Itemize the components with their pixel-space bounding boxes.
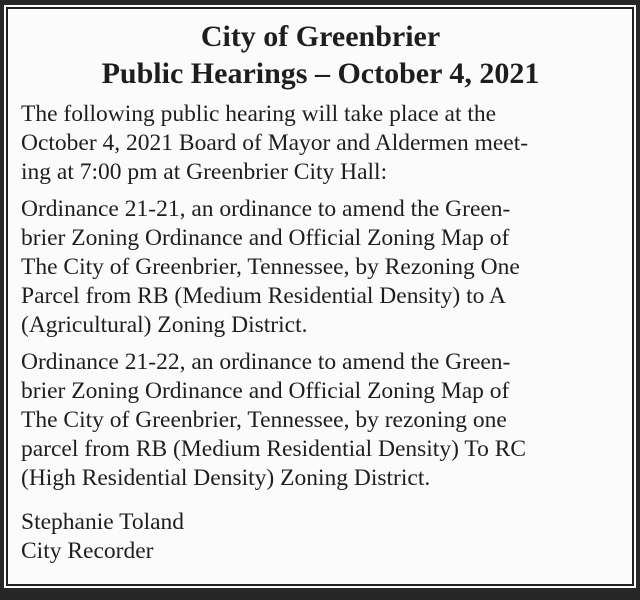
text-line: Parcel from RB (Medium Residential Density) to A [21,283,506,309]
text-line: Ordinance 21-21, an ordinance to amend the Green- [21,196,511,222]
text-line: parcel from RB (Medium Residential Density) To RC [21,436,527,462]
signature-name: Stephanie Toland [21,509,185,535]
text-line: The City of Greenbrier, Tennessee, by Rezoning One [21,254,520,280]
text-line: (High Residential Density) Zoning District. [21,465,431,491]
text-line: The following public hearing will take place at the [21,101,497,127]
signature-block [21,508,620,566]
notice-title-line-1: City of Greenbrier [200,20,441,53]
notice-paragraph-intro [21,100,620,187]
public-notice-document [6,7,634,586]
text-line: ing at 7:00 pm at Greenbrier City Hall: [21,159,388,185]
notice-title [21,18,620,92]
text-line: (Agricultural) Zoning District. [21,312,308,338]
text-line: brier Zoning Ordinance and Official Zoning Map of [21,378,510,404]
notice-paragraph-ordinance-21-21 [21,195,620,340]
text-line: Ordinance 21-22, an ordinance to amend the Green- [21,349,511,375]
text-line: brier Zoning Ordinance and Official Zoning Map of [21,225,510,251]
notice-paragraph-ordinance-21-22 [21,348,620,493]
notice-border-gap [4,5,636,588]
text-line: The City of Greenbrier, Tennessee, by rezoning one [21,407,507,433]
signature-title: City Recorder [21,538,154,564]
text-line: October 4, 2021 Board of Mayor and Aldermen meet- [21,130,529,156]
notice-title-line-2: Public Hearings – October 4, 2021 [101,57,540,90]
